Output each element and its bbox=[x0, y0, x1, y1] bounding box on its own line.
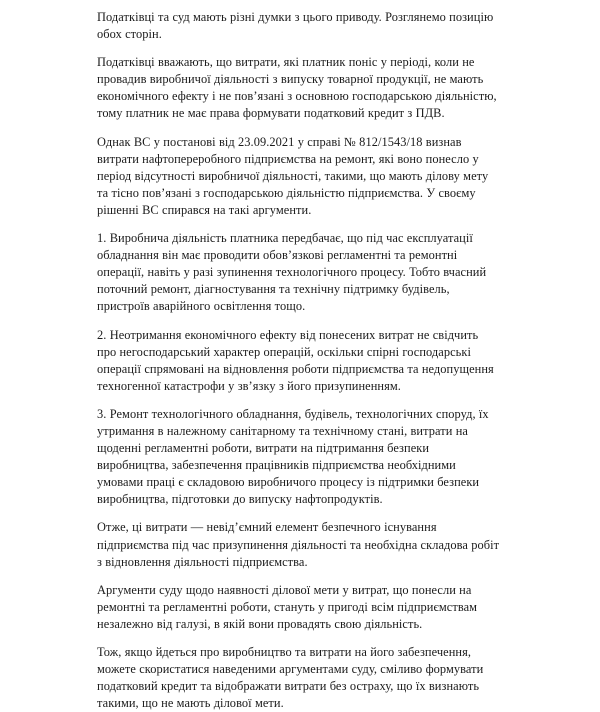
article-body bbox=[97, 9, 500, 712]
paragraph-intro: Податківці та суд мають різні думки з цього приводу. Розглянемо позицію обох сторін. bbox=[97, 10, 494, 42]
paragraph-applicability: Аргументи суду щодо наявності ділової мети у витрат, що понесли на ремонтні та регламентні роботи, стануть у пригоді всім підприємствам незалежно від галузі, в якій вони провадять свою діяльність. bbox=[97, 582, 478, 631]
paragraph-argument-1: 1. Виробнича діяльність платника передбачає, що під час експлуатації обладнання він має проводити обов’язкові регламентні та ремонтні операції, навіть у разі зупинення технологічного процесу. Тобто вчасний поточний ремонт, діагностування та технічну підтримку будівель, пристроїв аварійного освітлення тощо. bbox=[97, 231, 487, 314]
paragraph-conclusion: Отже, ці витрати — невід’ємний елемент безпечного існування підприємства під час призупинення діяльності та необхідна складова робіт з відновлення діяльності підприємства. bbox=[97, 520, 500, 569]
paragraph-recommendation: Тож, якщо йдеться про виробництво та витрати на його забезпечення, можете скористатися наведеними аргументами суду, сміливо формувати податковий кредит та відображати витрати без остраху, що їх визнають такими, що не мають ділової мети. bbox=[97, 645, 484, 711]
paragraph-supreme-court-ruling: Однак ВС у постанові від 23.09.2021 у справі № 812/1543/18 визнав витрати нафтопереробного підприємства на ремонт, які воно понесло у період відсутності виробничої діяльності, такими, що мають ділову мету та тісно пов’язані з господарською діяльністю підприємства. У своєму рішенні ВС спирався на такі аргументи. bbox=[97, 134, 489, 217]
paragraph-argument-2: 2. Неотримання економічного ефекту від понесених витрат не свідчить про негосподарський характер операцій, оскільки спірні господарські операції спрямовані на відновлення роботи підприємства та недопущення техногенної катастрофи у зв’язку з його призупиненням. bbox=[97, 327, 494, 393]
paragraph-argument-3: 3. Ремонт технологічного обладнання, будівель, технологічних споруд, їх утримання в належному санітарному та технічному стані, витрати на щоденні регламентні роботи, витрати на підтримання безпеки виробництва, забезпечення працівників підприємства необхідними умовами праці є складовою виробничого процесу із підтримки безпеки виробництва, підготовки до випуску нафтопродуктів. bbox=[97, 406, 489, 507]
paragraph-tax-authority-position: Податківці вважають, що витрати, які платник поніс у періоді, коли не провадив виробничої діяльності з випуску товарної продукції, не мають економічного ефекту і не пов’язані з основною господарською діяльністю, тому платник не має права формувати податковий кредит з ПДВ. bbox=[97, 55, 497, 121]
